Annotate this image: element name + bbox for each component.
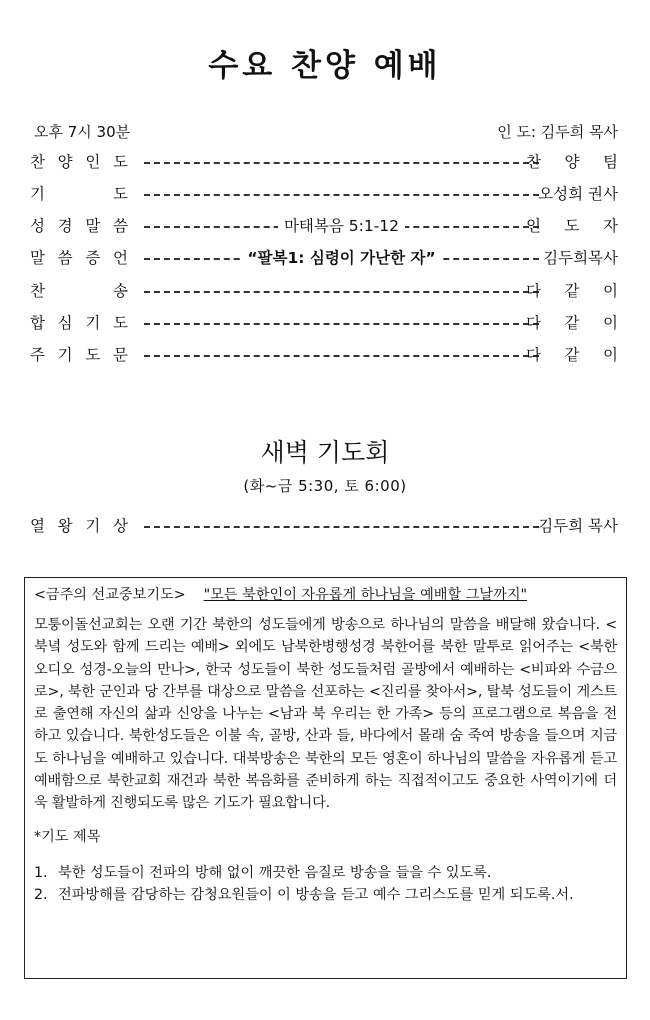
order-label (30, 182, 128, 204)
dashed-leader (144, 355, 539, 357)
order-person: 김두희목사 (543, 249, 618, 267)
prayer-item (34, 884, 617, 907)
dashed-leader (144, 162, 539, 164)
order-label-char: 기 (30, 185, 45, 203)
order-label-char: 찬 (30, 153, 45, 171)
order-row (30, 343, 620, 369)
order-label-char: 말 (85, 217, 101, 235)
order-person-char: 이 (603, 282, 618, 300)
leader-name: 김두희 목사 (540, 123, 618, 141)
order-person-char: 도 (564, 217, 580, 235)
order-person (526, 150, 618, 172)
prayer-number: 2. (34, 887, 48, 904)
page-title: 수요 찬양 예배 (208, 48, 442, 84)
order-label (30, 279, 128, 301)
order-person-char: 다 (526, 282, 541, 300)
dashed-leader (144, 194, 539, 196)
order-label-char: 기 (85, 517, 101, 535)
order-label-char: 합 (30, 314, 45, 332)
order-label-char: 도 (113, 314, 128, 332)
order-person-char: 양 (564, 153, 580, 171)
order-label-char: 도 (85, 346, 101, 364)
order-person: 김두희 목사 (538, 517, 618, 535)
mission-prayer-box (24, 577, 627, 979)
dawn-title: 새벽 기도회 (260, 438, 390, 467)
order-detail (144, 214, 539, 236)
dashed-leader (144, 526, 539, 528)
leader-label: 인 도: (497, 123, 536, 141)
mission-header (34, 584, 617, 606)
order-detail-text: 마태복음 5:1-12 (278, 217, 405, 235)
order-label (30, 514, 128, 536)
mission-body: 모퉁이돌선교회는 오랜 기간 북한의 성도들에게 방송으로 하나님의 말씀을 배달해 왔습니다. <북녘 성도와 함께 드리는 예배> 외에도 남북한병행성경 북한어를 북한 말투로 읽어주는 <북한 오디오 성경-오늘의 만나>, 한국 성도들이 북한 성도들처럼 골방에서 예배하는 <비파와 수금으로>, 북한 군인과 당 간부를 대상으로 말씀을 선포하는 <진리를 찾아서>, 탈북 성도들이 게스트로 출연해 자신의 삶과 신앙을 나누는 <남과 북 우리는 한 가족> 등의 프로그램으로 복음을 전하고 있습니다. 북한성도들은 이불 속, 골방, 산과 들, 바다에서 몰래 숨 죽여 방송을 들으며 지금도 하나님을 예배하고 있습니다. 대북방송은 북한의 모든 영혼이 하나님의 말씀을 자유롭게 듣고 예배함으로 북한교회 재건과 북한 복음화를 준비하게 하는 직접적이고도 중요한 사역이기에 더욱 활발하게 진행되도록 많은 기도가 필요합니다. (34, 617, 617, 812)
order-person: 오성희 권사 (538, 185, 618, 203)
order-label-char: 씀 (57, 249, 73, 267)
service-meta (30, 121, 620, 143)
order-label (30, 343, 128, 365)
dashed-leader (144, 323, 539, 325)
order-person (526, 311, 618, 333)
order-label-char: 인 (85, 153, 101, 171)
order-label-char: 기 (85, 314, 101, 332)
order-person-char: 찬 (526, 153, 541, 171)
order-row (30, 150, 620, 176)
service-leader (497, 121, 618, 142)
order-person-char: 다 (526, 314, 541, 332)
order-label-char: 씀 (113, 217, 128, 235)
mission-quote: "모든 북한인이 자유롭게 하나님을 예배할 그날까지" (203, 587, 528, 603)
prayer-number: 1. (34, 864, 48, 881)
order-person-char: 이 (603, 314, 618, 332)
order-label-char: 상 (113, 517, 128, 535)
order-label-char: 왕 (57, 517, 73, 535)
order-label (30, 246, 128, 268)
order-label-char: 성 (30, 217, 45, 235)
order-person (526, 343, 618, 365)
prayer-item (34, 862, 617, 885)
service-time: 오후 7시 30분 (34, 123, 131, 141)
order-label (30, 311, 128, 333)
order-label-char: 도 (113, 153, 128, 171)
order-label-char: 도 (113, 185, 128, 203)
order-label-char: 말 (30, 249, 45, 267)
order-person (526, 214, 618, 236)
order-label-char: 양 (57, 153, 73, 171)
order-label-char: 송 (113, 282, 128, 300)
prayer-list (34, 862, 617, 907)
order-label-char: 증 (85, 249, 101, 267)
order-detail-text: “팔복1: 심령이 가난한 자” (241, 249, 441, 267)
order-row (30, 311, 620, 337)
order-row (30, 246, 620, 272)
order-person-char: 팀 (603, 153, 618, 171)
order-person-char: 같 (564, 346, 580, 364)
order-label-char: 언 (113, 249, 128, 267)
order-row (30, 214, 620, 240)
order-person (526, 279, 618, 301)
prayer-title: *기도 제목 (34, 828, 101, 845)
order-label-char: 기 (57, 346, 73, 364)
dashed-leader (144, 291, 539, 293)
order-label-char: 문 (113, 346, 128, 364)
order-person-char: 이 (603, 346, 618, 364)
prayer-text: 북한 성도들이 전파의 방해 없이 깨끗한 음질로 방송을 들을 수 있도록. (58, 864, 492, 881)
order-person-char: 다 (526, 346, 541, 364)
order-row (30, 279, 620, 305)
order-label-char: 열 (30, 517, 45, 535)
order-detail (144, 246, 539, 268)
order-person-char: 같 (564, 314, 580, 332)
order-label-char: 주 (30, 346, 45, 364)
order-person-char: 같 (564, 282, 580, 300)
order-label (30, 214, 128, 236)
order-person-char: 자 (603, 217, 618, 235)
mission-tag: <금주의 선교중보기도> (34, 587, 186, 603)
order-label-char: 찬 (30, 282, 45, 300)
order-row (30, 514, 620, 540)
order-row (30, 182, 620, 208)
order-person-char: 인 (526, 217, 541, 235)
prayer-text: 전파방해를 감당하는 감청요원들이 이 방송을 듣고 예수 그리스도를 믿게 되도록.서. (58, 887, 574, 904)
dawn-time: (화~금 5:30, 토 6:00) (243, 477, 407, 495)
order-label (30, 150, 128, 172)
order-label-char: 심 (57, 314, 73, 332)
order-label-char: 경 (57, 217, 73, 235)
